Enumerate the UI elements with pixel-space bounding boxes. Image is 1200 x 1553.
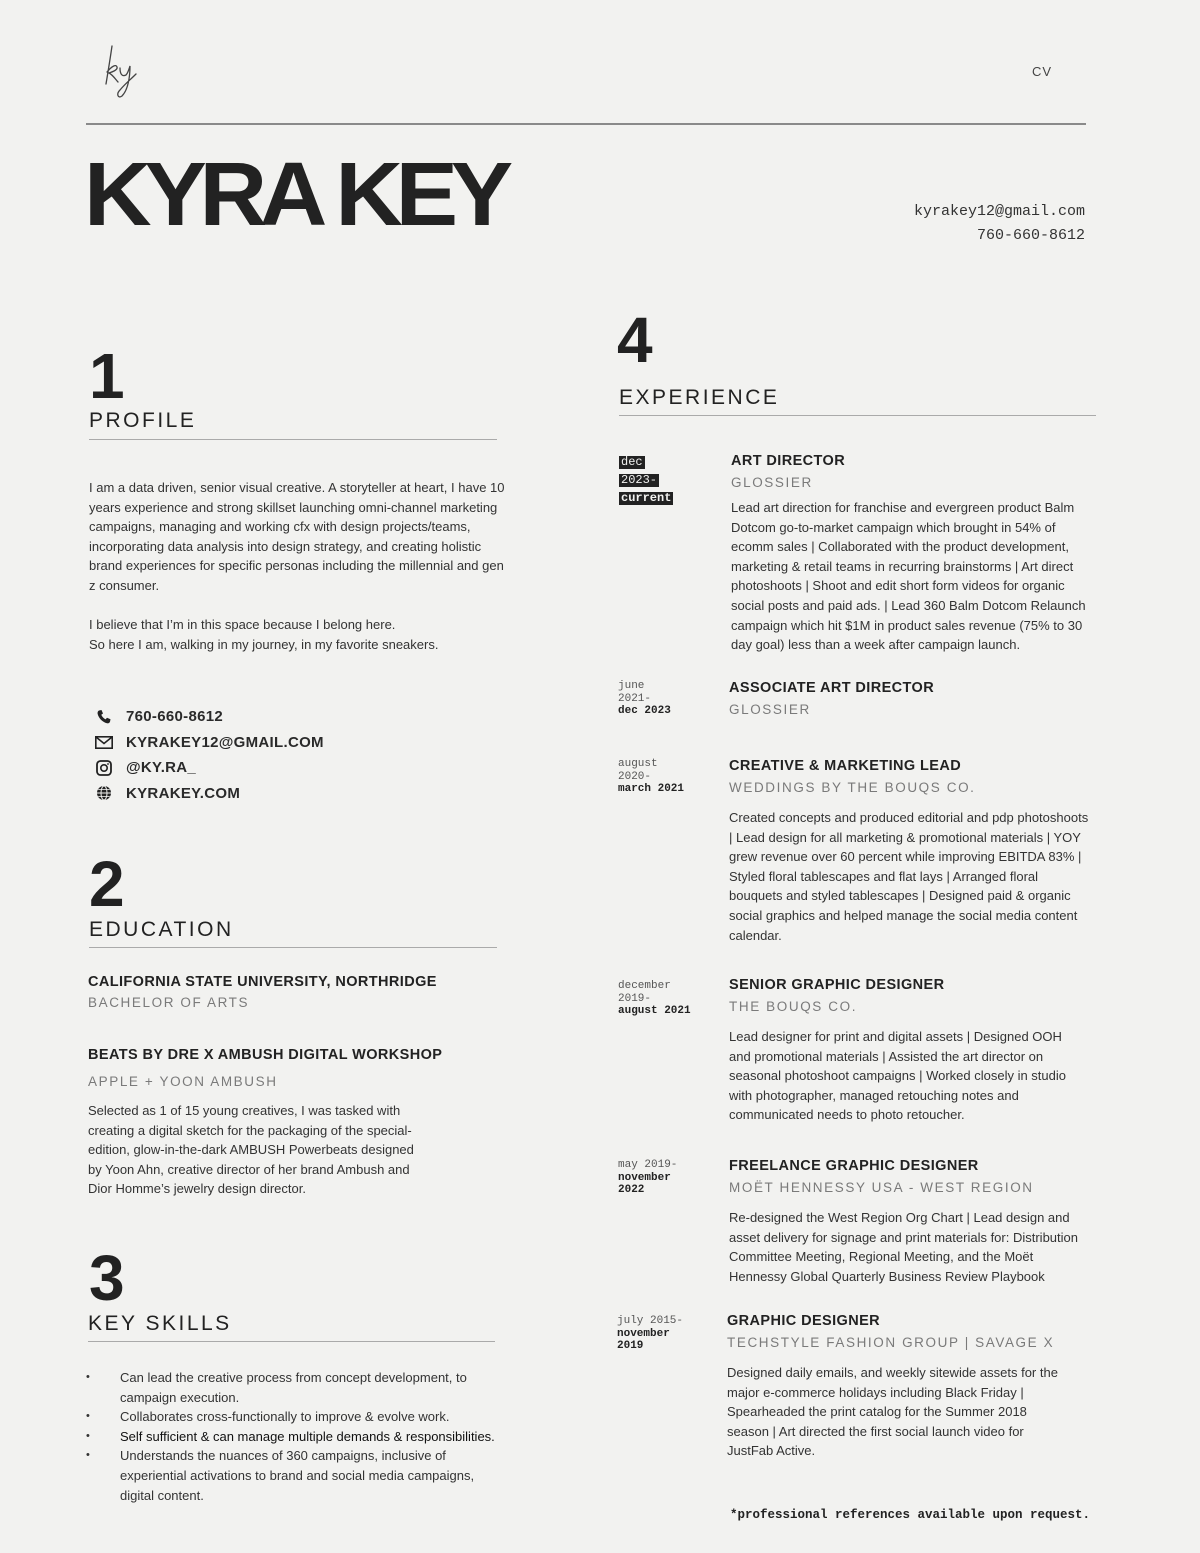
skill-item: • Self sufficient & can manage multiple demands & responsibilities. bbox=[86, 1427, 526, 1447]
profile-title: PROFILE bbox=[89, 409, 197, 432]
job-date bbox=[617, 1315, 683, 1353]
job-description: Designed daily emails, and weekly sitewide assets for the major e-commerce holidays including Black Friday | Spearheaded the print catalog for the Summer 2018 season | Art directed the first social launch video for JustFab Active. bbox=[727, 1365, 1058, 1459]
job-title: GRAPHIC DESIGNER bbox=[727, 1313, 881, 1329]
skills-title: KEY SKILLS bbox=[88, 1312, 232, 1335]
job-date-start: july 2015- bbox=[617, 1315, 684, 1327]
education-degree-2: APPLE + YOON AMBUSH bbox=[88, 1074, 278, 1089]
profile-text bbox=[89, 478, 509, 654]
contact-instagram-row[interactable] bbox=[94, 755, 324, 781]
job-description: Lead art direction for franchise and evergreen product Balm Dotcom go-to-market campaign which brought in 54% of ecomm sales | Collaborated with the product development, marketing & retail teams in recurring brainstorms | Art direct photoshoots | Shoot and edit short form videos for organic social posts and paid ads. | Lead 360 Balm Dotcom Relaunch campaign which hit $1M in product sales revenue (75% to 30 day goal) less than a week after campaign launch. bbox=[731, 500, 1086, 653]
header-phone[interactable]: 760-660-8612 bbox=[976, 227, 1085, 244]
globe-icon bbox=[94, 785, 114, 801]
job-company: THE BOUQS CO. bbox=[729, 999, 858, 1014]
job-description: Created concepts and produced editorial and pdp photoshoots | Lead design for all marketing & promotional materials | YOY grew revenue over 60 percent while improving EBITDA 83% | Styled floral tablescapes and flat lays | Arranged floral bouquets and styled tablescapes | Designed paid & organic social graphics and helped manage the social media content calendar. bbox=[729, 810, 1089, 943]
profile-paragraph-2 bbox=[89, 615, 509, 654]
contact-website-row[interactable] bbox=[94, 781, 324, 807]
job-date-end: 2019 bbox=[617, 1340, 644, 1352]
job-entry bbox=[727, 1313, 1062, 1461]
education-title: EDUCATION bbox=[89, 918, 234, 941]
job-entry bbox=[731, 453, 1096, 655]
job-date-end: current bbox=[621, 491, 672, 505]
job-date-start: dec bbox=[621, 455, 643, 469]
skills-divider bbox=[88, 1341, 495, 1342]
skill-item: • Can lead the creative process from concept development, to campaign execution. bbox=[86, 1368, 470, 1407]
profile-paragraph-2-line-1: I believe that I’m in this space because I belong here. bbox=[89, 617, 396, 633]
references-note: *professional references available upon request. bbox=[729, 1508, 1090, 1522]
header-divider bbox=[86, 123, 1086, 125]
job-date-mid: 2021- bbox=[618, 692, 652, 705]
job-date-mid: november bbox=[617, 1327, 670, 1340]
experience-title: EXPERIENCE bbox=[619, 386, 780, 409]
skills-number: 3 bbox=[89, 1242, 125, 1314]
signature-logo-mark bbox=[100, 42, 150, 102]
header-email[interactable]: kyrakey12@gmail.com bbox=[913, 203, 1085, 220]
job-date-end: 2022 bbox=[618, 1184, 645, 1196]
education-divider bbox=[89, 947, 497, 948]
education-school-2: BEATS BY DRE X AMBUSH DIGITAL WORKSHOP bbox=[88, 1047, 443, 1063]
contact-instagram: @KY.RA_ bbox=[126, 759, 197, 777]
job-date-mid: 2020- bbox=[618, 770, 652, 783]
job-date-mid: november bbox=[618, 1171, 671, 1184]
job-title: CREATIVE & MARKETING LEAD bbox=[729, 758, 962, 774]
job-date-start: june bbox=[618, 680, 645, 692]
job-company: GLOSSIER bbox=[729, 702, 811, 717]
job-date-start: may 2019- bbox=[618, 1159, 678, 1171]
job-date bbox=[618, 1159, 677, 1197]
phone-icon bbox=[94, 709, 114, 725]
instagram-icon bbox=[94, 760, 114, 776]
job-date-end: march 2021 bbox=[618, 783, 685, 795]
profile-paragraph-1: I am a data driven, senior visual creative. A storyteller at heart, I have 10 years experience and strong skillset launching omni-channel marketing campaigns, managing and working cfx with design projects/teams, incorporating data analysis into design strategy, and creating holistic brand experiences for specific personas including the millennial and gen z consumer. bbox=[89, 480, 505, 593]
contact-email: KYRAKEY12@GMAIL.COM bbox=[126, 733, 324, 751]
job-entry bbox=[729, 977, 1084, 1125]
contact-phone-row[interactable] bbox=[94, 704, 324, 730]
experience-divider bbox=[619, 415, 1096, 416]
contact-list bbox=[94, 704, 324, 806]
job-company: TECHSTYLE FASHION GROUP | SAVAGE X bbox=[727, 1335, 1055, 1350]
profile-paragraph-2-line-2: So here I am, walking in my journey, in my favorite sneakers. bbox=[89, 636, 439, 652]
job-entry bbox=[729, 680, 1094, 717]
education-description-2: Selected as 1 of 15 young creatives, I was tasked with creating a digital sketch for the packaging of the special-edition, glow-in-the-dark AMBUSH Powerbeats designed by Yoon Ahn, creative director of her brand Ambush and Dior Homme’s jewelry design director. bbox=[88, 1103, 414, 1197]
job-date-mid: 2023- bbox=[621, 473, 658, 487]
education-school-1: CALIFORNIA STATE UNIVERSITY, NORTHRIDGE bbox=[88, 974, 437, 990]
mail-icon bbox=[94, 734, 114, 750]
job-description: Lead designer for print and digital assets | Designed OOH and promotional materials | Assisted the art director on seasonal photoshoot campaigns | Worked closely in studio with photographer, managed retouching notes and communicated needs to photo retoucher. bbox=[729, 1029, 1066, 1123]
job-description: Re-designed the West Region Org Chart | Lead design and asset delivery for signage and print materials for: Distribution Committee Meeting, Regional Meeting, and the Moët Hennessy Global Quarterly Business Review Playbook bbox=[729, 1210, 1078, 1284]
job-date-start: december bbox=[618, 980, 671, 992]
job-company: WEDDINGS BY THE BOUQS CO. bbox=[729, 780, 976, 795]
skill-item: • Collaborates cross-functionally to improve & evolve work. bbox=[86, 1407, 526, 1427]
job-date-badge bbox=[619, 452, 673, 506]
job-company: MOËT HENNESSY USA - WEST REGION bbox=[729, 1180, 1034, 1195]
education-number: 2 bbox=[89, 848, 125, 920]
job-date-end: dec 2023 bbox=[618, 705, 671, 717]
profile-number: 1 bbox=[89, 340, 125, 412]
job-company: GLOSSIER bbox=[731, 475, 813, 490]
job-date bbox=[618, 758, 684, 796]
header-contact bbox=[914, 200, 1085, 248]
name-heading: KYRA KEY bbox=[84, 145, 506, 245]
experience-number: 4 bbox=[617, 304, 653, 376]
signature-logo bbox=[100, 42, 150, 102]
education-degree-1: BACHELOR OF ARTS bbox=[88, 995, 250, 1010]
job-entry bbox=[729, 758, 1089, 945]
job-title: ART DIRECTOR bbox=[731, 453, 846, 469]
contact-website: KYRAKEY.COM bbox=[126, 784, 241, 802]
job-title: FREELANCE GRAPHIC DESIGNER bbox=[729, 1158, 979, 1174]
job-date bbox=[618, 980, 691, 1018]
job-date-end: august 2021 bbox=[618, 1005, 691, 1017]
skills-list bbox=[86, 1368, 526, 1505]
contact-email-row[interactable] bbox=[94, 730, 324, 756]
contact-phone: 760-660-8612 bbox=[126, 708, 224, 726]
job-date-mid: 2019- bbox=[618, 992, 652, 1005]
cv-label: CV bbox=[1032, 64, 1053, 79]
job-title: SENIOR GRAPHIC DESIGNER bbox=[729, 977, 945, 993]
skill-item: • Understands the nuances of 360 campaigns, inclusive of experiential activations to brand and social media campaigns, digital content. bbox=[86, 1446, 495, 1505]
job-date-start: august bbox=[618, 758, 658, 770]
profile-divider bbox=[89, 439, 497, 440]
job-entry bbox=[729, 1158, 1089, 1286]
job-date bbox=[618, 680, 671, 718]
job-title: ASSOCIATE ART DIRECTOR bbox=[729, 680, 935, 696]
